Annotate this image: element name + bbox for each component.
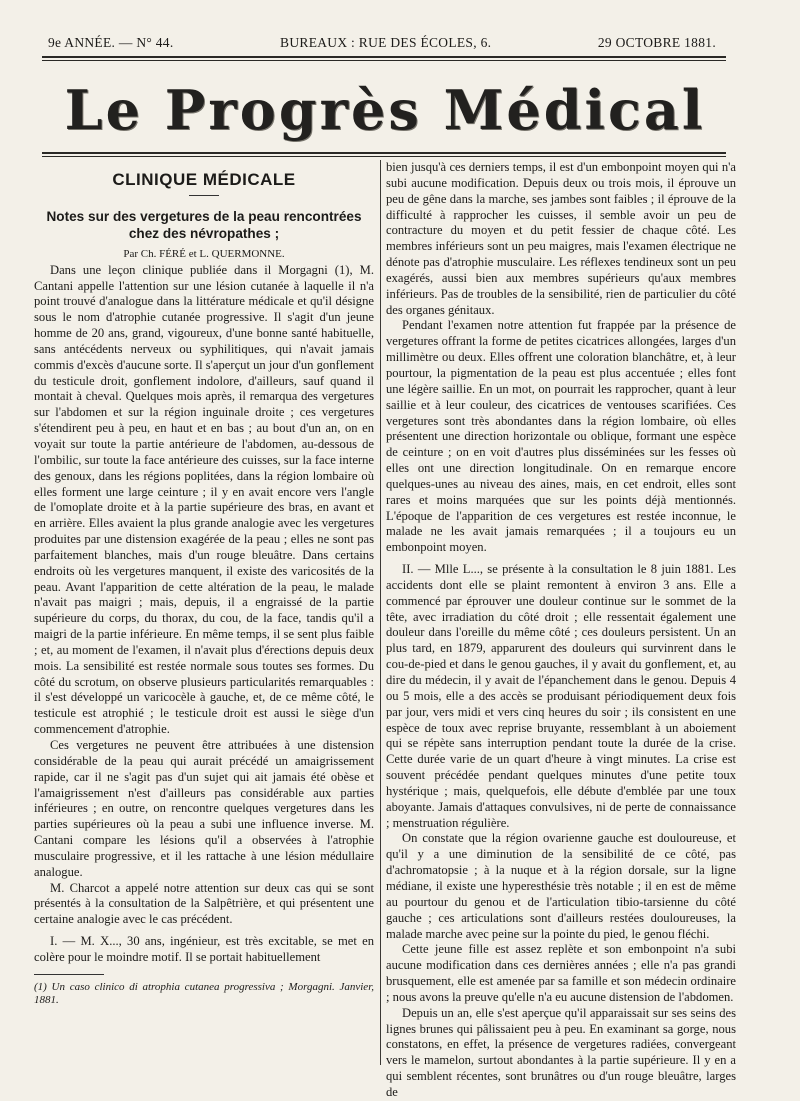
paragraph: On constate que la région ovarienne gauche est douloureuse, et qu'il y a une diminution de la sensibilité de ce côté, pas d'achromatopsie ; à la nuque et à la région dorsale, sur la ligne médiane, il existe une hyperesthésie très notable ; il en est de même au pourtour du genou et de l'articulation tibio-tarsienne du côté gauche ; ces articulations sont d'ailleurs restées douloureuses, la malade marche avec peine sur la pointe du pied, le genou fléchi. xyxy=(386,831,736,941)
left-column xyxy=(34,172,374,1008)
running-header xyxy=(48,34,716,52)
byline: Par Ch. FÉRÉ et L. QUERMONNE. xyxy=(123,247,285,260)
case-paragraph: I. — M. X..., 30 ans, ingénieur, est très excitable, se met en colère pour le moindre motif. Il se portait habituellement xyxy=(34,934,374,964)
header-rule-thin xyxy=(42,60,726,61)
section-heading: CLINIQUE MÉDICALE xyxy=(112,170,296,189)
paragraph: Depuis un an, elle s'est aperçue qu'il apparaissait sur ses seins des lignes brunes qui pâlissaient peu à peu. En examinant sa gorge, nous constatons, en effet, la présence de vergetures radiées, convergeant vers le mamelon, surtout abondantes à la partie supérieure. Il y en a qui semblent récentes, sont brunâtres ou d'un rouge bleuâtre, larges de xyxy=(386,1005,736,1099)
header-rule xyxy=(42,56,726,58)
masthead-title: Le Progrès Médical xyxy=(64,78,706,142)
footnote: (1) Un caso clinico di atrophia cutanea progressiva ; Morgagni. Janvier, 1881. xyxy=(34,980,374,1007)
case-paragraph: II. — Mlle L..., se présente à la consultation le 8 juin 1881. Les accidents dont elle se plaint remontent à environ 3 ans. Elle a commencé par éprouver une douleur continue sur le sommet de la tête, avec irradiation du côté droit ; elle ressentait également une douleur dans l'oreille du même côté ; ces douleurs persistent. Un an plus tard, en 1879, apparurent des douleurs qui survinrent dans le cou-de-pied et dans le genou gauches, il y avait du gonflement, et, au dire du médecin, il y avait de l'épanchement dans le genou. Depuis 4 ou 5 mois, elle a des accès se produisant périodiquement deux fois par jour, vers midi et vers cinq heures du soir ; ils consistent en une espèce de toux avec reprise bruyante, ressemblant à un aboiement qui se répète sans interruption pendant toute la durée de la crise. Cette durée varie de un quart d'heure à vingt minutes. La crise est souvent précédée pendant quelques minutes d'une petite toux hystérique ; mais, quelquefois, elle débute d'emblée par une toux aboyante. Jamais d'attaques convulsives, ni de perte de connaissance ; menstruation régulière. xyxy=(386,562,736,830)
article-title: Notes sur des vergetures de la peau rencontrées chez des névropathes ; xyxy=(46,208,362,241)
issue-date: 29 OCTOBRE 1881. xyxy=(597,35,716,50)
paragraph: Ces vergetures ne peuvent être attribuées à une distension considérable de la peau qui aurait précédé un amaigrissement rapide, car il ne s'agit pas d'un sujet qui ait jamais été obèse et l'amaigrissement n'est d'ailleurs pas considérable aux parties inférieures ; en outre, on rencontre quelques vergetures dans les parties supérieures où la peau a subi une influence inverse. M. Cantani compare les lésions qu'il a observées à l'atrophie musculaire progressive, et il les rattache à une lésion médullaire analogue. xyxy=(34,738,374,879)
section-rule xyxy=(189,195,219,196)
column-divider xyxy=(380,160,381,1065)
masthead-rule-thin xyxy=(42,156,726,157)
paragraph: M. Charcot a appelé notre attention sur deux cas qui se sont présentés à la consultation de la Salpêtrière, et qui présentent une certaine analogie avec le cas précédent. xyxy=(34,880,374,927)
paragraph: Dans une leçon clinique publiée dans il Morgagni (1), M. Cantani appelle l'attention sur une lésion cutanée à laquelle il n'a point trouvé d'analogue dans la littérature médicale et qu'il désigne sous le nom d'atrophie cutanée progressive. Il s'agit d'un jeune homme de 20 ans, grand, vigoureux, d'une bonne santé habituelle, sans antécédents nerveux ou syphilitiques, qui n'avait jamais commis d'excès d'aucune sorte. Il s'aperçut un jour d'un gonflement du testicule droit, gonflement indolore, d'ailleurs, sauf quand il montait à cheval. Quelques mois après, il remarqua des vergetures sur l'abdomen et sur la région inguinale droite ; ces vergetures s'étendirent peu à peu, en haut et en bas ; au bout d'un an, on en voyait sur toute la partie antérieure de l'abdomen, au-dessous de l'ombilic, sur toute la face antérieure des cuisses, sur la face interne des genoux, dans les régions poplitées, dans la région lombaire où elles forment une large ceinture ; il y en avait encore vers l'angle de l'omoplate droite et à la partie supérieure des bras, en avant et en arrière. Elles avaient la plus grande analogie avec les vergetures produites par une distension exagérée de la peau ; elles ne sont pas parfaitement blanches, mais d'un rouge bleuâtre. Dans certains endroits où les vergetures manquent, il existe des varicosités de la peau. Avant l'apparition de cette altération de la peau, le malade n'avait pas maigri ; mais, depuis, il a engraissé de la partie supérieure du corps, du thorax, du cou, de la face, tandis qu'il a maigri de la partie inférieure. En même temps, il se sent plus faible ; et, au moment de l'examen, il n'avait plus d'érections depuis deux mois. La sensibilité est restée normale sous toutes ses formes. Du côté du scrotum, on observe plusieurs particularités remarquables : il s'est développé un varicocèle à gauche, et, de ce même côté, le testicule est atrophié ; le testicule droit est aussi le siège d'un commencement d'atrophie. xyxy=(34,262,374,737)
paragraph: Pendant l'examen notre attention fut frappée par la présence de vergetures offrant la forme de petites cicatrices allongées, larges d'un millimètre ou deux. Elles offrent une coloration blanchâtre, et, à leur pourtour, la pigmentation de la peau est plus accentuée ; elles font une légère saillie. En un mot, on pourrait les rapprocher, quant à leur saillie et à leur couleur, des cicatrices de ventouses scarifiées. Ces vergetures sont très abondantes dans la région lombaire, où elles présentent une direction horizontale ou oblique, formant une espèce de ceinture ; on en voit d'autres plus disséminées sur les fesses où elles ont une direction longitudinale. On en remarque encore quelques-unes au niveau des aines, mais, en cet endroit, elles sont rares et moins marquées que sur les points déjà mentionnés. L'époque de l'apparition de ces vergetures est restée inconnue, le malade ne les avait jamais remarquées ; il a toujours eu un embonpoint moyen. xyxy=(386,318,736,555)
footnote-rule xyxy=(34,974,104,975)
office-address: BUREAUX : RUE DES ÉCOLES, 6. xyxy=(280,35,492,50)
masthead-rule xyxy=(42,152,726,154)
paragraph: Cette jeune fille est assez replète et son embonpoint n'a subi aucune modification dans ces dernières années ; elle n'a pas grandi brusquement, elle est amenée par sa famille et son médecin ordinaire ; nous avons la preuve qu'elle n'a eu aucune distension de l'abdomen. xyxy=(386,942,736,1004)
paragraph: bien jusqu'à ces derniers temps, il est d'un embonpoint moyen qui n'a subi aucune modification. Depuis deux ou trois mois, il éprouve un peu de gêne dans la marche, ses jambes sont faibles ; il éprouve de la difficulté à rapprocher les cuisses, il semble avoir un peu de contracture du moyen et du petit fessier de chaque côté. Les membres inférieurs sont un peu maigres, mais l'examen électrique ne dénote pas d'atrophie musculaire. Les réflexes tendineux sont un peu exagérés, aussi bien aux membres supérieurs qu'aux membres inférieurs. Pas de troubles de la sensibilité, rien de particulier du côté des organes génitaux. xyxy=(386,160,736,317)
issue-number: 9e ANNÉE. — N° 44. xyxy=(48,35,174,50)
right-column xyxy=(386,160,736,1101)
